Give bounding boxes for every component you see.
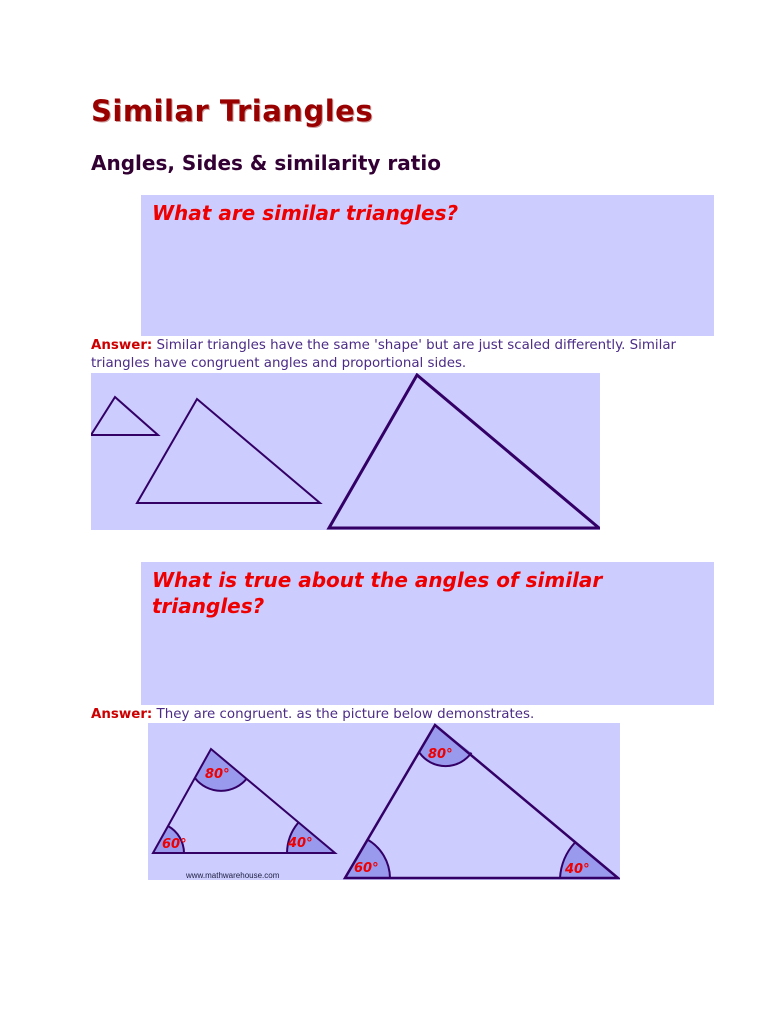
triangle-small [91, 397, 158, 435]
mathwarehouse-credit: www.mathwarehouse.com [186, 871, 280, 880]
answer-2-label: Answer: [91, 707, 153, 722]
large-right-angle-label: 40° [565, 862, 590, 877]
large-top-angle-label: 80° [428, 747, 453, 762]
page-title: Similar Triangles [91, 94, 374, 128]
congruent-angles-svg [148, 723, 620, 880]
answer-2-text: They are congruent. as the picture below demonstrates. [152, 707, 535, 722]
question-2-text: What is true about the angles of similar triangles? [152, 568, 603, 618]
small-left-angle-label: 60° [162, 837, 187, 852]
question-box-2 [141, 562, 714, 705]
similar-triangles-figure [91, 373, 600, 530]
answer-1-text: Similar triangles have the same 'shape' but are just scaled differently. Similar triangles have congruent angles and proportional sides. [91, 338, 677, 371]
similar-triangles-svg [91, 373, 600, 530]
triangle-medium [137, 399, 320, 503]
answer-2 [91, 706, 691, 724]
answer-1-label: Answer: [91, 338, 153, 353]
question-1-text: What are similar triangles? [152, 201, 459, 225]
triangle-large [329, 375, 599, 528]
page-subtitle: Angles, Sides & similarity ratio [91, 151, 441, 175]
small-top-angle-label: 80° [205, 767, 230, 782]
small-right-angle-label: 40° [288, 836, 313, 851]
question-box-1 [141, 195, 714, 336]
congruent-angles-figure [148, 723, 620, 880]
answer-1 [91, 337, 691, 373]
large-left-angle-label: 60° [354, 861, 379, 876]
